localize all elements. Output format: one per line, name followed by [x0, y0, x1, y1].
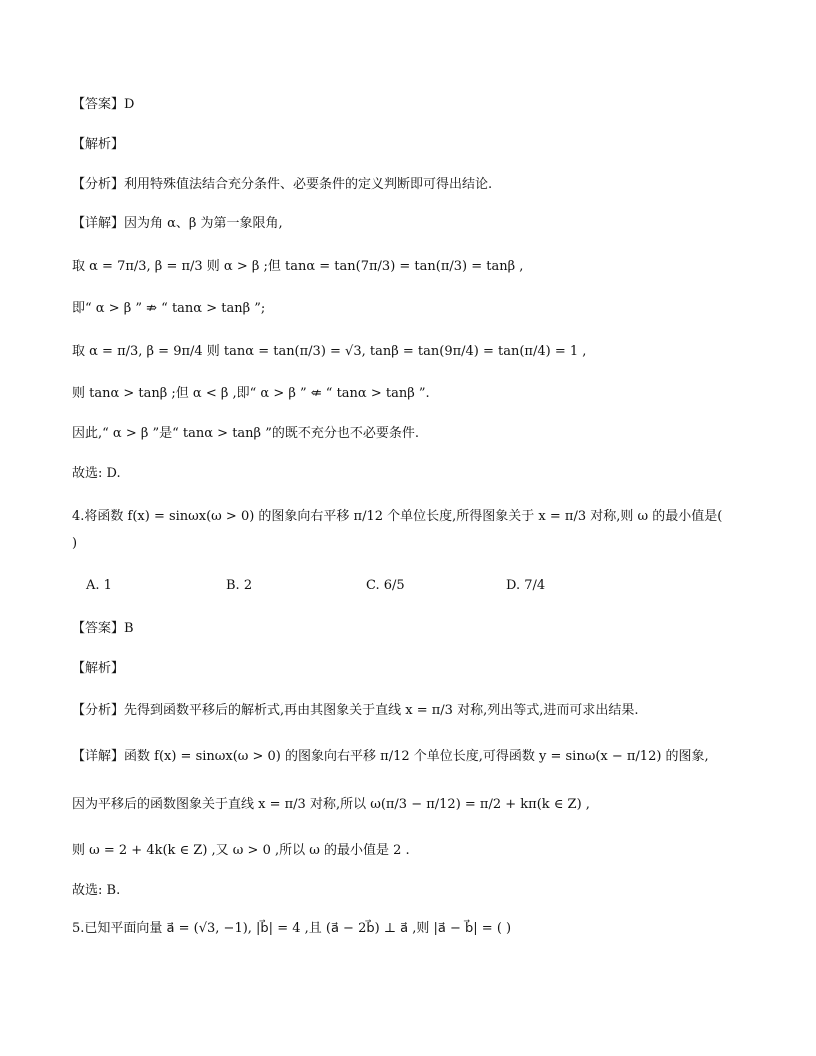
q3-choice: 故选: D.: [72, 466, 121, 481]
q4-question-line-1: 4.将函数 f(x) = sinωx(ω > 0) 的图象向右平移 π/12 个单位长度,所得图象关于 x = π/3 对称,则 ω 的最小值是(: [72, 509, 723, 524]
q3-detail-3: 即“ α > β ” ⇏ “ tanα > tanβ ”;: [72, 301, 266, 316]
q4-detail-2: 因为平移后的函数图象关于直线 x = π/3 对称,所以 ω(π/3 − π/12) = π/2 + kπ(k ∈ Z) ,: [72, 797, 590, 812]
q4-question-line-2: ): [72, 536, 78, 551]
q4-option-d: D. 7/4: [506, 578, 546, 593]
q4-analysis-heading: 【解析】: [72, 661, 125, 676]
q3-detail-4: 取 α = π/3, β = 9π/4 则 tanα = tan(π/3) = √3, tanβ = tan(9π/4) = tan(π/4) = 1 ,: [72, 344, 587, 359]
q4-analysis: 【分析】先得到函数平移后的解析式,再由其图象关于直线 x = π/3 对称,列出等式,进而可求出结果.: [72, 703, 639, 718]
q4-option-b: B. 2: [226, 578, 253, 593]
q3-answer: 【答案】D: [72, 97, 135, 112]
q3-detail-2: 取 α = 7π/3, β = π/3 则 α > β ;但 tanα = tan(7π/3) = tan(π/3) = tanβ ,: [72, 259, 524, 274]
q4-option-c: C. 6/5: [366, 578, 405, 593]
q3-analysis-heading: 【解析】: [72, 137, 125, 152]
q4-detail-3: 则 ω = 2 + 4k(k ∈ Z) ,又 ω > 0 ,所以 ω 的最小值是 2 .: [72, 843, 410, 858]
q4-option-a: A. 1: [86, 578, 112, 593]
q3-analysis: 【分析】利用特殊值法结合充分条件、必要条件的定义判断即可得出结论.: [72, 177, 493, 192]
q4-options: [86, 578, 646, 598]
q4-choice: 故选: B.: [72, 883, 121, 898]
q5-question: 5.已知平面向量 a⃗ = (√3, −1), |b⃗| = 4 ,且 (a⃗ − 2b⃗) ⊥ a⃗ ,则 |a⃗ − b⃗| = ( ): [72, 921, 512, 936]
q3-detail-6: 因此,“ α > β ”是“ tanα > tanβ ”的既不充分也不必要条件.: [72, 426, 419, 441]
q3-detail-1: 【详解】因为角 α、β 为第一象限角,: [72, 216, 283, 231]
q3-detail-5: 则 tanα > tanβ ;但 α < β ,即“ α > β ” ⇍ “ tanα > tanβ ”.: [72, 386, 430, 401]
q4-detail-1: 【详解】函数 f(x) = sinωx(ω > 0) 的图象向右平移 π/12 个单位长度,可得函数 y = sinω(x − π/12) 的图象,: [72, 749, 709, 764]
q4-answer: 【答案】B: [72, 621, 134, 636]
